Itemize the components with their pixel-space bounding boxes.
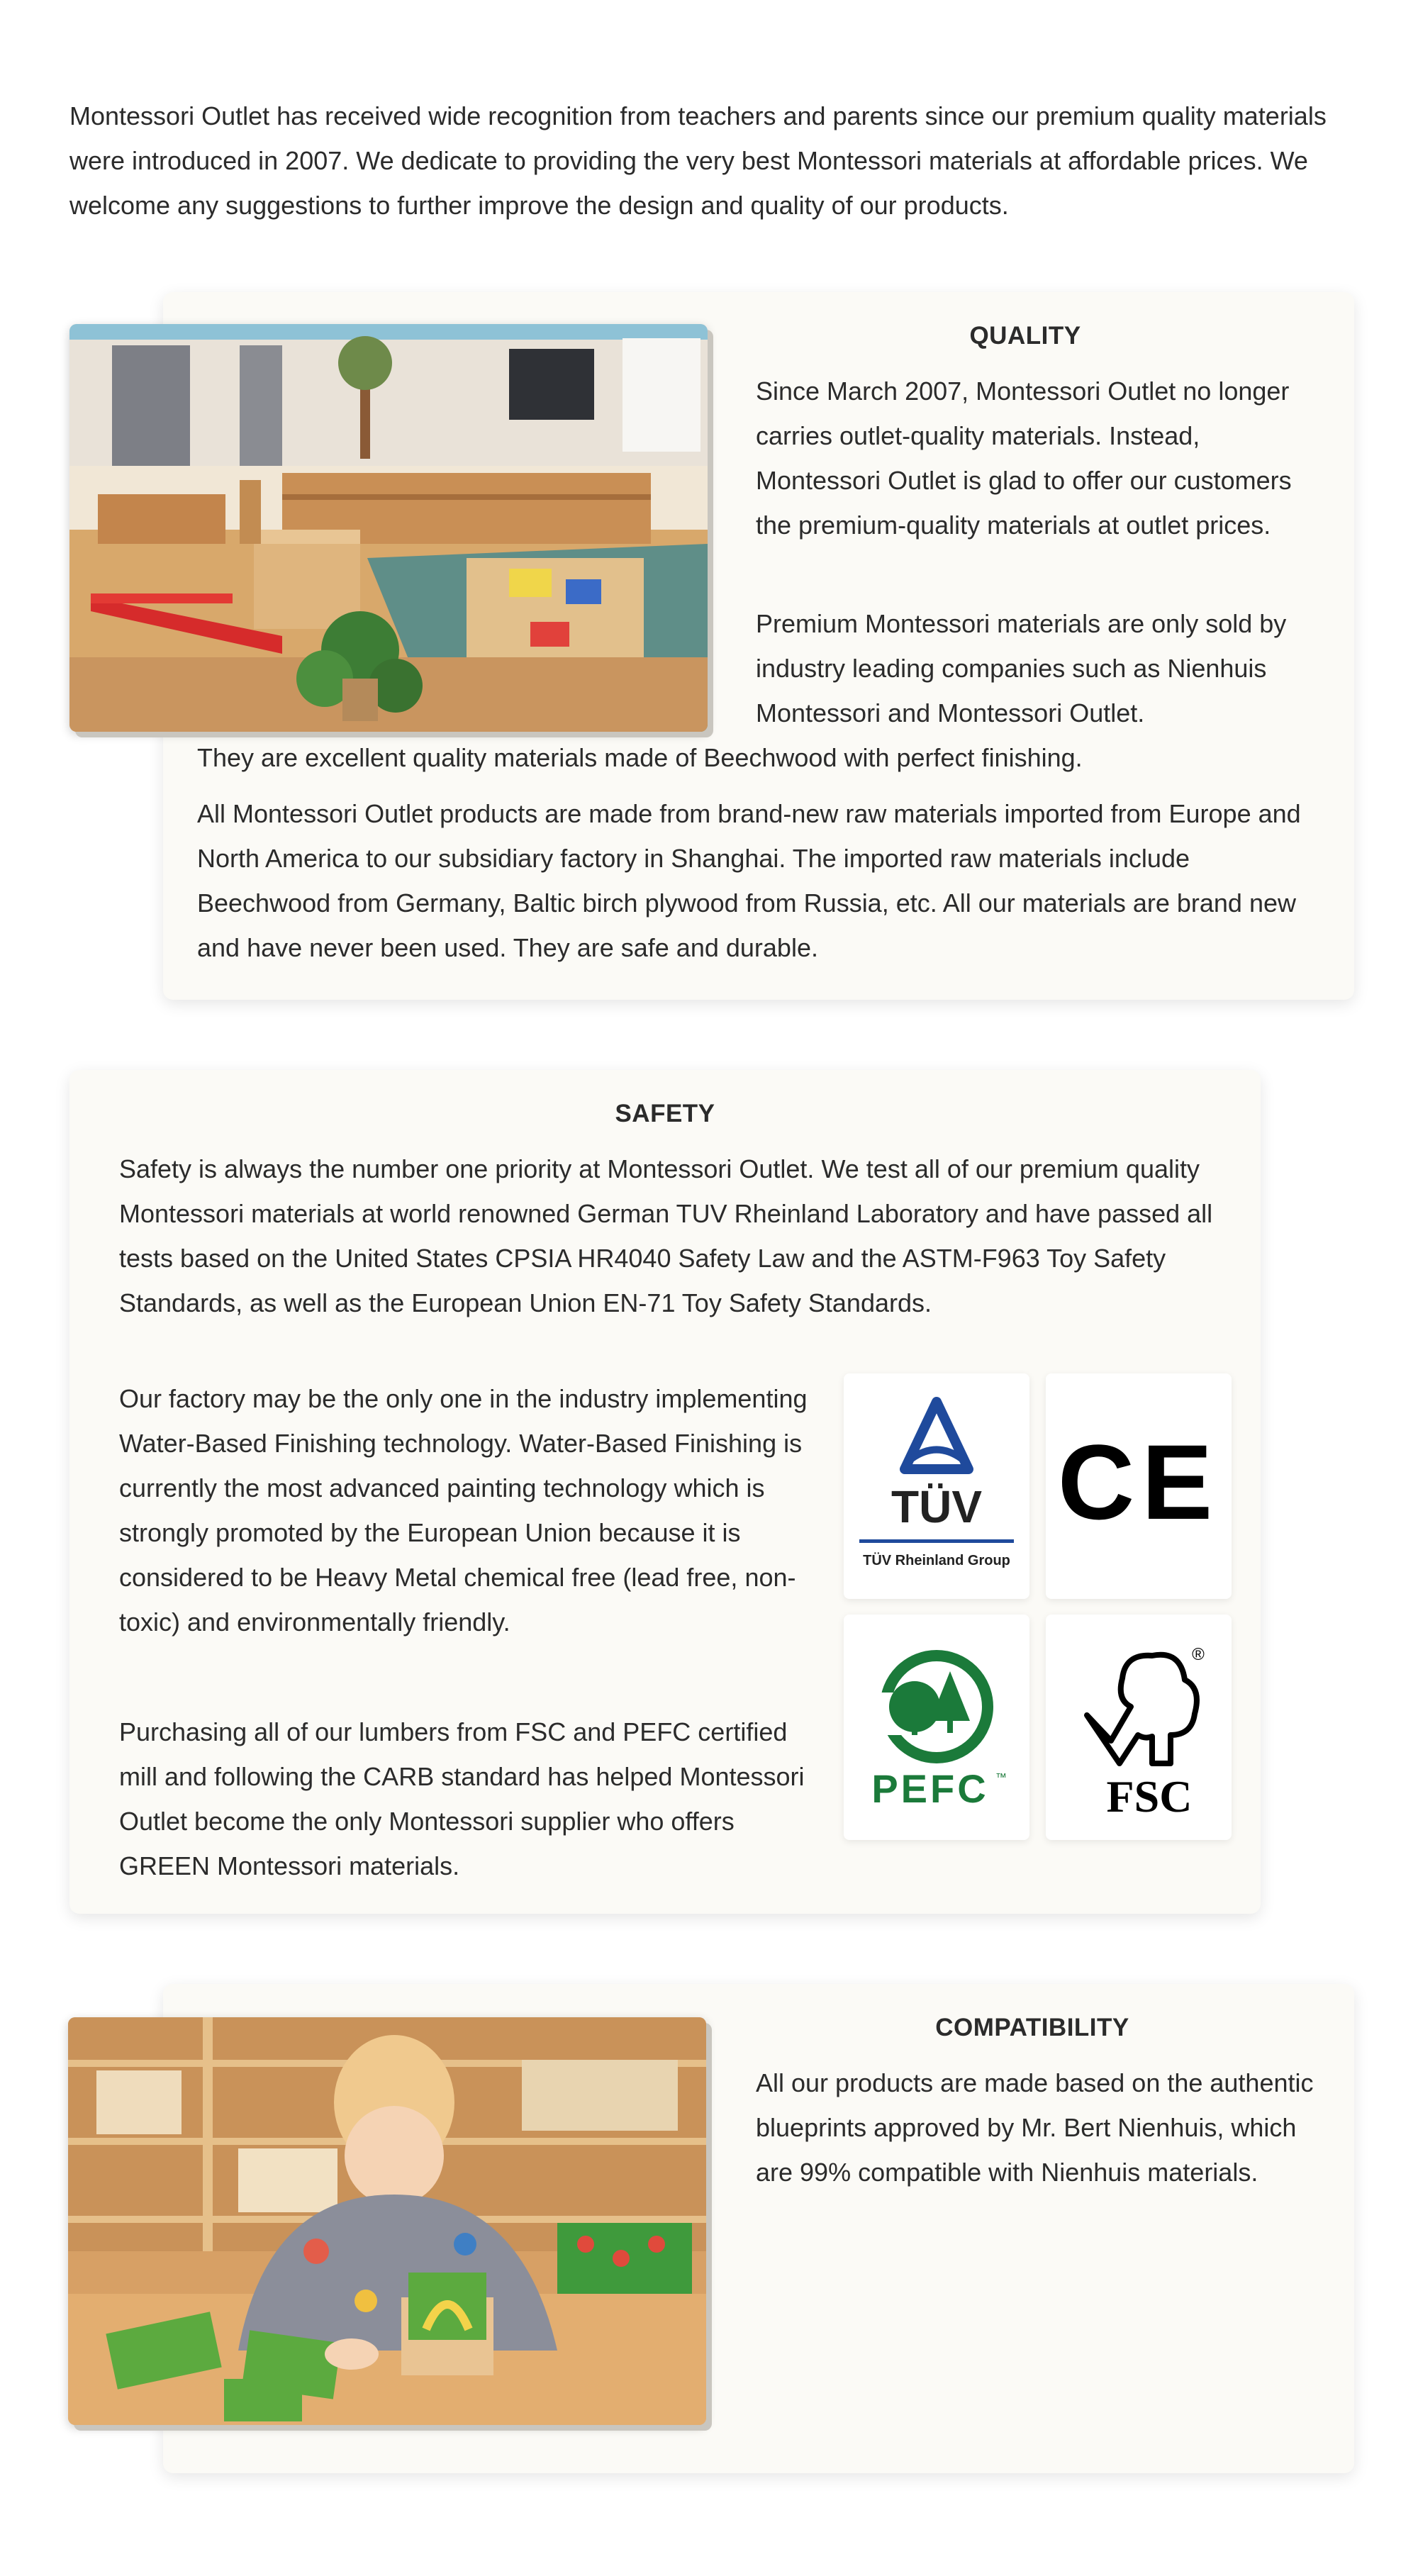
ce-logo-text: CE bbox=[1057, 1422, 1220, 1541]
tuv-logo-subtext: TÜV Rheinland Group bbox=[863, 1553, 1010, 1568]
pefc-trademark: ™ bbox=[995, 1772, 1007, 1784]
quality-title: QUALITY bbox=[969, 322, 1081, 350]
compatibility-title: COMPATIBILITY bbox=[935, 2014, 1129, 2041]
compatibility-paragraph: All our products are made based on the authentic blueprints approved by Mr. Bert Nienhuis, which are 99% compatible with Nienhuis materials. bbox=[756, 2068, 1314, 2187]
classroom-photo bbox=[69, 324, 708, 732]
safety-paragraph-1: Safety is always the number one priority at Montessori Outlet. We test all of our premium quality Montessori materials at world renowned German TUV Rheinland Laboratory and have passed all tests based on the United States CPSIA HR4040 Safety Law and the ASTM-F963 Toy Safety Standards, as well as the European Union EN-71 Toy Safety Standards. bbox=[119, 1154, 1213, 1317]
ce-logo bbox=[1046, 1373, 1232, 1599]
safety-card bbox=[69, 1070, 1261, 1914]
tuv-logo bbox=[844, 1373, 1029, 1599]
quality-paragraph-2-continued: They are excellent quality materials made of Beechwood with perfect finishing. bbox=[197, 743, 1083, 772]
child-learning-photo bbox=[68, 2017, 706, 2425]
safety-paragraph-3: Purchasing all of our lumbers from FSC and PEFC certified mill and following the CARB standard has helped Montessori Outlet become the only Montessori supplier who offers GREEN Montessori materials. bbox=[119, 1717, 805, 1880]
tuv-logo-text: TÜV bbox=[891, 1481, 982, 1532]
quality-paragraph-3: All Montessori Outlet products are made from brand-new raw materials imported from Europe and North America to our subsidiary factory in Shanghai. The imported raw materials include Beechwood from Germany, Baltic birch plywood from Russia, etc. All our materials are brand new and have never been used. They are safe and durable. bbox=[197, 799, 1301, 962]
quality-paragraph-1: Since March 2007, Montessori Outlet no longer carries outlet-quality materials. Instead, Montessori Outlet is glad to offer our customers the premium-quality materials at outlet prices. bbox=[756, 377, 1292, 540]
intro-paragraph: Montessori Outlet has received wide recognition from teachers and parents since our premium quality materials were introduced in 2007. We dedicate to providing the very best Montessori materials at affordable prices. We welcome any suggestions to further improve the design and quality of our products. bbox=[69, 101, 1327, 220]
safety-title: SAFETY bbox=[615, 1100, 715, 1127]
safety-paragraph-2: Our factory may be the only one in the industry implementing Water-Based Finishing technology. Water-Based Finishing is currently the most advanced painting technology which is strongly promoted by the European Union because it is considered to be Heavy Metal chemical free (lead free, non-toxic) and environmentally friendly. bbox=[119, 1384, 808, 1637]
fsc-logo-text: FSC bbox=[1106, 1771, 1193, 1822]
pefc-logo-text: PEFC bbox=[871, 1766, 989, 1811]
fsc-logo bbox=[1046, 1615, 1232, 1840]
quality-paragraph-2: Premium Montessori materials are only sold by industry leading companies such as Nienhuis Montessori and Montessori Outlet. bbox=[756, 609, 1287, 727]
pefc-logo bbox=[844, 1615, 1029, 1840]
fsc-registered-mark: ® bbox=[1192, 1645, 1205, 1664]
